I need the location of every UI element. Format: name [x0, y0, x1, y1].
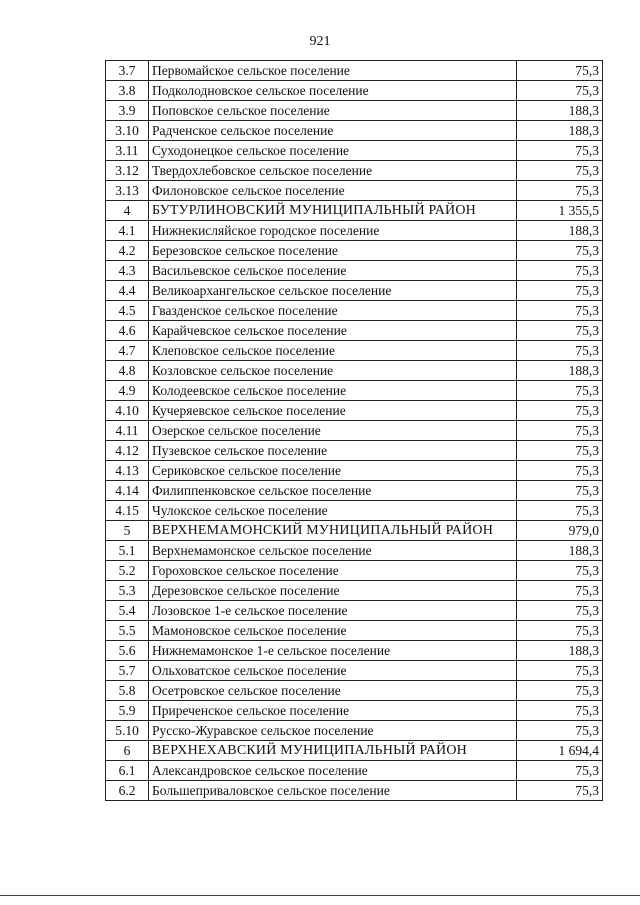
row-value: 75,3 [517, 281, 603, 301]
row-value: 75,3 [517, 261, 603, 281]
row-name: Васильевское сельское поселение [149, 261, 517, 281]
table-row [106, 361, 603, 381]
row-name: Суходонецкое сельское поселение [149, 141, 517, 161]
row-name: БУТУРЛИНОВСКИЙ МУНИЦИПАЛЬНЫЙ РАЙОН [149, 201, 517, 221]
row-value: 75,3 [517, 661, 603, 681]
row-value: 75,3 [517, 481, 603, 501]
row-number: 3.8 [106, 81, 149, 101]
row-number: 4.2 [106, 241, 149, 261]
table-row [106, 281, 603, 301]
row-value: 75,3 [517, 681, 603, 701]
row-value: 188,3 [517, 361, 603, 381]
row-number: 5.10 [106, 721, 149, 741]
table-row [106, 261, 603, 281]
table-row [106, 701, 603, 721]
row-value: 75,3 [517, 761, 603, 781]
district-row [106, 521, 603, 541]
row-value: 75,3 [517, 501, 603, 521]
row-value: 188,3 [517, 101, 603, 121]
row-number: 5.9 [106, 701, 149, 721]
row-number: 4 [106, 201, 149, 221]
row-number: 4.13 [106, 461, 149, 481]
district-row [106, 201, 603, 221]
row-name: Чулокское сельское поселение [149, 501, 517, 521]
bottom-divider [0, 895, 640, 896]
row-value: 188,3 [517, 541, 603, 561]
table-row [106, 661, 603, 681]
row-number: 6.1 [106, 761, 149, 781]
row-value: 75,3 [517, 381, 603, 401]
row-number: 5 [106, 521, 149, 541]
table-row [106, 781, 603, 801]
row-number: 5.6 [106, 641, 149, 661]
row-value: 75,3 [517, 721, 603, 741]
table-row [106, 161, 603, 181]
row-name: Пузевское сельское поселение [149, 441, 517, 461]
row-value: 1 355,5 [517, 201, 603, 221]
row-name: Гвазденское сельское поселение [149, 301, 517, 321]
table-row [106, 721, 603, 741]
row-number: 4.5 [106, 301, 149, 321]
row-value: 75,3 [517, 401, 603, 421]
table-row [106, 761, 603, 781]
row-name: Озерское сельское поселение [149, 421, 517, 441]
row-number: 3.13 [106, 181, 149, 201]
row-number: 4.10 [106, 401, 149, 421]
row-name: Великоархангельское сельское поселение [149, 281, 517, 301]
district-row [106, 741, 603, 761]
table-row [106, 501, 603, 521]
table-row [106, 581, 603, 601]
row-number: 5.8 [106, 681, 149, 701]
table-row [106, 461, 603, 481]
row-number: 6.2 [106, 781, 149, 801]
row-value: 75,3 [517, 701, 603, 721]
table-row [106, 301, 603, 321]
table-row [106, 121, 603, 141]
table-row [106, 381, 603, 401]
row-name: Филоновское сельское поселение [149, 181, 517, 201]
row-name: Карайчевское сельское поселение [149, 321, 517, 341]
row-number: 4.3 [106, 261, 149, 281]
table-row [106, 341, 603, 361]
table-row [106, 601, 603, 621]
row-value: 75,3 [517, 81, 603, 101]
row-number: 4.8 [106, 361, 149, 381]
row-name: Колодеевское сельское поселение [149, 381, 517, 401]
table-row [106, 621, 603, 641]
table-row [106, 61, 603, 81]
table-row [106, 561, 603, 581]
row-value: 75,3 [517, 341, 603, 361]
table-row [106, 241, 603, 261]
table-row [106, 181, 603, 201]
row-name: Сериковское сельское поселение [149, 461, 517, 481]
row-name: Клеповское сельское поселение [149, 341, 517, 361]
row-number: 4.11 [106, 421, 149, 441]
table-row [106, 441, 603, 461]
allocation-table [105, 60, 603, 801]
row-number: 3.9 [106, 101, 149, 121]
row-name: Нижнекисляйское городское поселение [149, 221, 517, 241]
row-name: Первомайское сельское поселение [149, 61, 517, 81]
row-number: 5.7 [106, 661, 149, 681]
row-name: Нижнемамонское 1-е сельское поселение [149, 641, 517, 661]
row-value: 1 694,4 [517, 741, 603, 761]
row-name: Верхнемамонское сельское поселение [149, 541, 517, 561]
row-name: Твердохлебовское сельское поселение [149, 161, 517, 181]
row-name: Осетровское сельское поселение [149, 681, 517, 701]
row-name: ВЕРХНЕМАМОНСКИЙ МУНИЦИПАЛЬНЫЙ РАЙОН [149, 521, 517, 541]
table-row [106, 421, 603, 441]
row-number: 5.4 [106, 601, 149, 621]
row-value: 75,3 [517, 561, 603, 581]
row-value: 979,0 [517, 521, 603, 541]
row-number: 3.7 [106, 61, 149, 81]
row-name: Русско-Журавское сельское поселение [149, 721, 517, 741]
table-row [106, 641, 603, 661]
row-number: 4.12 [106, 441, 149, 461]
row-value: 75,3 [517, 181, 603, 201]
row-value: 75,3 [517, 461, 603, 481]
row-number: 4.7 [106, 341, 149, 361]
row-number: 4.14 [106, 481, 149, 501]
row-number: 4.9 [106, 381, 149, 401]
row-name: Козловское сельское поселение [149, 361, 517, 381]
table-row [106, 141, 603, 161]
row-value: 75,3 [517, 441, 603, 461]
row-number: 5.2 [106, 561, 149, 581]
row-number: 4.6 [106, 321, 149, 341]
row-name: Мамоновское сельское поселение [149, 621, 517, 641]
row-value: 75,3 [517, 601, 603, 621]
row-value: 75,3 [517, 621, 603, 641]
table-row [106, 401, 603, 421]
row-name: Большеприваловское сельское поселение [149, 781, 517, 801]
row-number: 5.3 [106, 581, 149, 601]
row-value: 75,3 [517, 581, 603, 601]
row-value: 75,3 [517, 321, 603, 341]
row-number: 3.12 [106, 161, 149, 181]
row-number: 3.11 [106, 141, 149, 161]
row-name: Александровское сельское поселение [149, 761, 517, 781]
row-name: Березовское сельское поселение [149, 241, 517, 261]
row-name: Дерезовское сельское поселение [149, 581, 517, 601]
row-value: 75,3 [517, 61, 603, 81]
row-value: 188,3 [517, 221, 603, 241]
row-name: Приреченское сельское поселение [149, 701, 517, 721]
row-name: Кучеряевское сельское поселение [149, 401, 517, 421]
table-row [106, 481, 603, 501]
table-row [106, 81, 603, 101]
table-row [106, 681, 603, 701]
row-name: Подколодновское сельское поселение [149, 81, 517, 101]
row-name: Гороховское сельское поселение [149, 561, 517, 581]
table-row [106, 101, 603, 121]
row-number: 4.4 [106, 281, 149, 301]
row-value: 75,3 [517, 241, 603, 261]
row-value: 75,3 [517, 301, 603, 321]
row-name: ВЕРХНЕХАВСКИЙ МУНИЦИПАЛЬНЫЙ РАЙОН [149, 741, 517, 761]
row-number: 4.1 [106, 221, 149, 241]
row-name: Филиппенковское сельское поселение [149, 481, 517, 501]
table-row [106, 321, 603, 341]
row-name: Радченское сельское поселение [149, 121, 517, 141]
row-name: Ольховатское сельское поселение [149, 661, 517, 681]
row-value: 75,3 [517, 781, 603, 801]
table-row [106, 221, 603, 241]
row-number: 5.1 [106, 541, 149, 561]
table-body [106, 61, 603, 801]
row-value: 75,3 [517, 421, 603, 441]
row-name: Лозовское 1-е сельское поселение [149, 601, 517, 621]
row-name: Поповское сельское поселение [149, 101, 517, 121]
row-value: 75,3 [517, 161, 603, 181]
row-value: 75,3 [517, 141, 603, 161]
row-number: 3.10 [106, 121, 149, 141]
row-number: 5.5 [106, 621, 149, 641]
row-number: 4.15 [106, 501, 149, 521]
page-number: 921 [309, 34, 331, 49]
row-number: 6 [106, 741, 149, 761]
row-value: 188,3 [517, 121, 603, 141]
table-row [106, 541, 603, 561]
row-value: 188,3 [517, 641, 603, 661]
